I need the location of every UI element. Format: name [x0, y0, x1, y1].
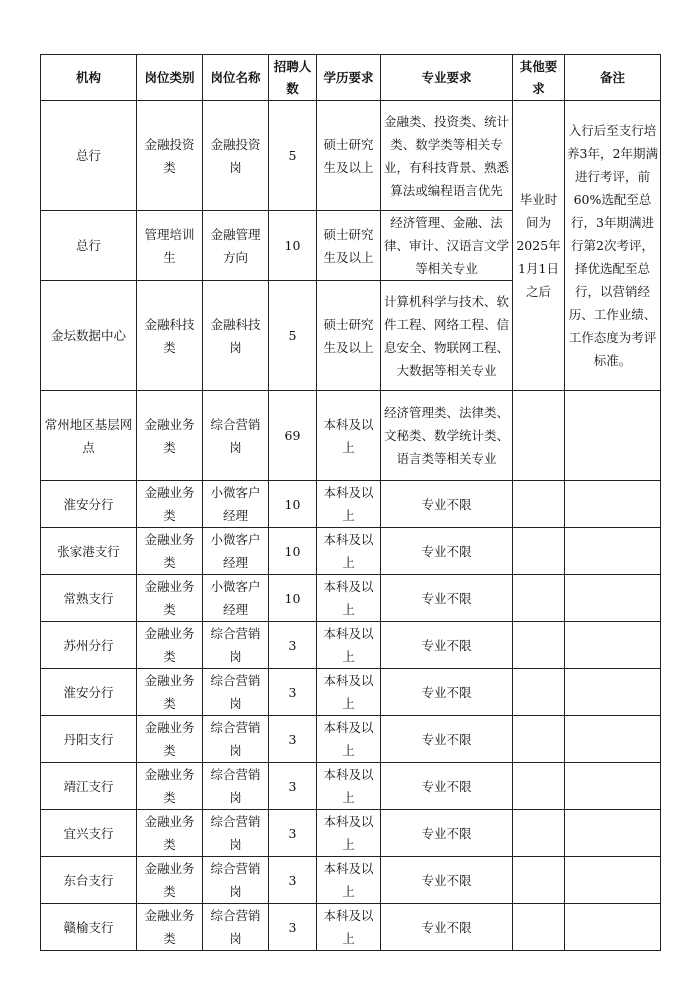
- cell-note-empty: [565, 669, 661, 716]
- cell-other-empty: [513, 528, 565, 575]
- cell-major: 专业不限: [381, 528, 513, 575]
- cell-position: 综合营销岗: [203, 763, 269, 810]
- table-row: [41, 622, 661, 669]
- header-category-text: 岗位类别: [144, 69, 195, 85]
- cell-org: 总行: [41, 211, 137, 281]
- cell-position: 金融管理方向: [203, 211, 269, 281]
- cell-education: 本科及以上: [317, 716, 381, 763]
- cell-category: 金融业务类: [137, 904, 203, 951]
- cell-category: 金融业务类: [137, 716, 203, 763]
- cell-education: 本科及以上: [317, 904, 381, 951]
- header-count: [269, 55, 317, 101]
- cell-category: 金融业务类: [137, 481, 203, 528]
- cell-note-empty: [565, 528, 661, 575]
- cell-position: 小微客户经理: [203, 481, 269, 528]
- cell-major: 专业不限: [381, 622, 513, 669]
- table-row: [41, 904, 661, 951]
- cell-count: 10: [269, 481, 317, 528]
- cell-major: 专业不限: [381, 763, 513, 810]
- cell-other-empty: [513, 716, 565, 763]
- cell-position: 综合营销岗: [203, 391, 269, 481]
- cell-org: 淮安分行: [41, 481, 137, 528]
- cell-note-empty: [565, 622, 661, 669]
- cell-education: 本科及以上: [317, 481, 381, 528]
- cell-org: 总行: [41, 101, 137, 211]
- table-row: [41, 716, 661, 763]
- cell-count: 3: [269, 669, 317, 716]
- cell-category: 金融业务类: [137, 810, 203, 857]
- cell-org: 金坛数据中心: [41, 281, 137, 391]
- cell-category: 金融业务类: [137, 857, 203, 904]
- cell-org: 淮安分行: [41, 669, 137, 716]
- cell-major: 专业不限: [381, 716, 513, 763]
- cell-position: 综合营销岗: [203, 716, 269, 763]
- cell-org: 宜兴支行: [41, 810, 137, 857]
- cell-org: 张家港支行: [41, 528, 137, 575]
- cell-category: 金融业务类: [137, 391, 203, 481]
- cell-position: 小微客户经理: [203, 528, 269, 575]
- cell-position: 综合营销岗: [203, 622, 269, 669]
- table-header-row: [41, 55, 661, 101]
- cell-other-empty: [513, 575, 565, 622]
- cell-major: 经济管理类、法律类、文秘类、数学统计类、语言类等相关专业: [381, 391, 513, 481]
- cell-count: 3: [269, 716, 317, 763]
- cell-org: 靖江支行: [41, 763, 137, 810]
- cell-category: 金融业务类: [137, 528, 203, 575]
- cell-org: 常州地区基层网点: [41, 391, 137, 481]
- header-education-text: 学历要求: [323, 69, 374, 85]
- cell-category: 金融科技类: [137, 281, 203, 391]
- cell-count: 5: [269, 101, 317, 211]
- cell-position: 综合营销岗: [203, 857, 269, 904]
- cell-org: 赣榆支行: [41, 904, 137, 951]
- cell-major: 专业不限: [381, 810, 513, 857]
- header-other: [513, 55, 565, 101]
- cell-position: 金融投资岗: [203, 101, 269, 211]
- cell-category: 金融业务类: [137, 575, 203, 622]
- cell-education: 硕士研究生及以上: [317, 281, 381, 391]
- cell-org: 丹阳支行: [41, 716, 137, 763]
- cell-other-empty: [513, 857, 565, 904]
- cell-position: 综合营销岗: [203, 669, 269, 716]
- cell-major: 金融类、投资类、统计类、数学类等相关专业，有科技背景、熟悉算法或编程语言优先: [381, 101, 513, 211]
- cell-note-empty: [565, 716, 661, 763]
- cell-category: 金融投资类: [137, 101, 203, 211]
- cell-position: 小微客户经理: [203, 575, 269, 622]
- cell-note-empty: [565, 763, 661, 810]
- cell-other-empty: [513, 810, 565, 857]
- cell-category: 金融业务类: [137, 669, 203, 716]
- cell-education: 硕士研究生及以上: [317, 101, 381, 211]
- table-row: [41, 528, 661, 575]
- cell-other-empty: [513, 391, 565, 481]
- cell-note: 入行后至支行培养3年，2年期满进行考评，前60%选配至总行，3年期满进行第2次考评，择优选配至总行，以营销经历、工作业绩、工作态度为考评标准。: [565, 101, 661, 391]
- cell-category: 金融业务类: [137, 622, 203, 669]
- cell-education: 本科及以上: [317, 810, 381, 857]
- header-category: [137, 55, 203, 101]
- cell-count: 3: [269, 904, 317, 951]
- cell-note-empty: [565, 481, 661, 528]
- cell-major: 专业不限: [381, 904, 513, 951]
- cell-major: 专业不限: [381, 481, 513, 528]
- cell-count: 10: [269, 528, 317, 575]
- table-row: [41, 763, 661, 810]
- cell-note-empty: [565, 810, 661, 857]
- cell-position: 综合营销岗: [203, 810, 269, 857]
- cell-count: 3: [269, 857, 317, 904]
- cell-note-empty: [565, 391, 661, 481]
- cell-count: 3: [269, 622, 317, 669]
- cell-education: 本科及以上: [317, 669, 381, 716]
- cell-org: 苏州分行: [41, 622, 137, 669]
- cell-count: 3: [269, 763, 317, 810]
- table-row: [41, 857, 661, 904]
- cell-education: 本科及以上: [317, 622, 381, 669]
- cell-note-empty: [565, 575, 661, 622]
- cell-org: 东台支行: [41, 857, 137, 904]
- table-row: [41, 481, 661, 528]
- cell-category: 金融业务类: [137, 763, 203, 810]
- cell-other-empty: [513, 669, 565, 716]
- cell-category: 管理培训生: [137, 211, 203, 281]
- cell-education: 本科及以上: [317, 391, 381, 481]
- cell-other-empty: [513, 763, 565, 810]
- cell-position: 金融科技岗: [203, 281, 269, 391]
- table-row: [41, 575, 661, 622]
- cell-count: 10: [269, 575, 317, 622]
- header-education: [317, 55, 381, 101]
- cell-major: 专业不限: [381, 575, 513, 622]
- header-position-text: 岗位名称: [210, 69, 261, 85]
- header-note: 备注: [565, 55, 661, 101]
- cell-count: 10: [269, 211, 317, 281]
- table-row: [41, 669, 661, 716]
- header-org: 机构: [41, 55, 137, 101]
- cell-major: 经济管理、金融、法律、审计、汉语言文学等相关专业: [381, 211, 513, 281]
- header-other-text: 其他要求: [519, 58, 558, 96]
- header-major: 专业要求: [381, 55, 513, 101]
- cell-education: 本科及以上: [317, 528, 381, 575]
- cell-count: 3: [269, 810, 317, 857]
- cell-major: 计算机科学与技术、软件工程、网络工程、信息安全、物联网工程、大数据等相关专业: [381, 281, 513, 391]
- header-count-text: 招聘人数: [273, 58, 312, 96]
- table-row: [41, 391, 661, 481]
- table-row: [41, 810, 661, 857]
- cell-education: 本科及以上: [317, 857, 381, 904]
- cell-major: 专业不限: [381, 857, 513, 904]
- cell-major: 专业不限: [381, 669, 513, 716]
- cell-count: 5: [269, 281, 317, 391]
- cell-education: 本科及以上: [317, 575, 381, 622]
- cell-education: 本科及以上: [317, 763, 381, 810]
- cell-other-requirement: 毕业时间为2025年1月1日之后: [513, 101, 565, 391]
- cell-note-empty: [565, 857, 661, 904]
- cell-count: 69: [269, 391, 317, 481]
- header-position: [203, 55, 269, 101]
- table-row: [41, 101, 661, 211]
- cell-note-empty: [565, 904, 661, 951]
- cell-position: 综合营销岗: [203, 904, 269, 951]
- cell-org: 常熟支行: [41, 575, 137, 622]
- cell-other-empty: [513, 481, 565, 528]
- cell-other-empty: [513, 904, 565, 951]
- cell-other-empty: [513, 622, 565, 669]
- cell-education: 硕士研究生及以上: [317, 211, 381, 281]
- simple-rows: [41, 481, 661, 951]
- recruitment-table: [40, 54, 661, 951]
